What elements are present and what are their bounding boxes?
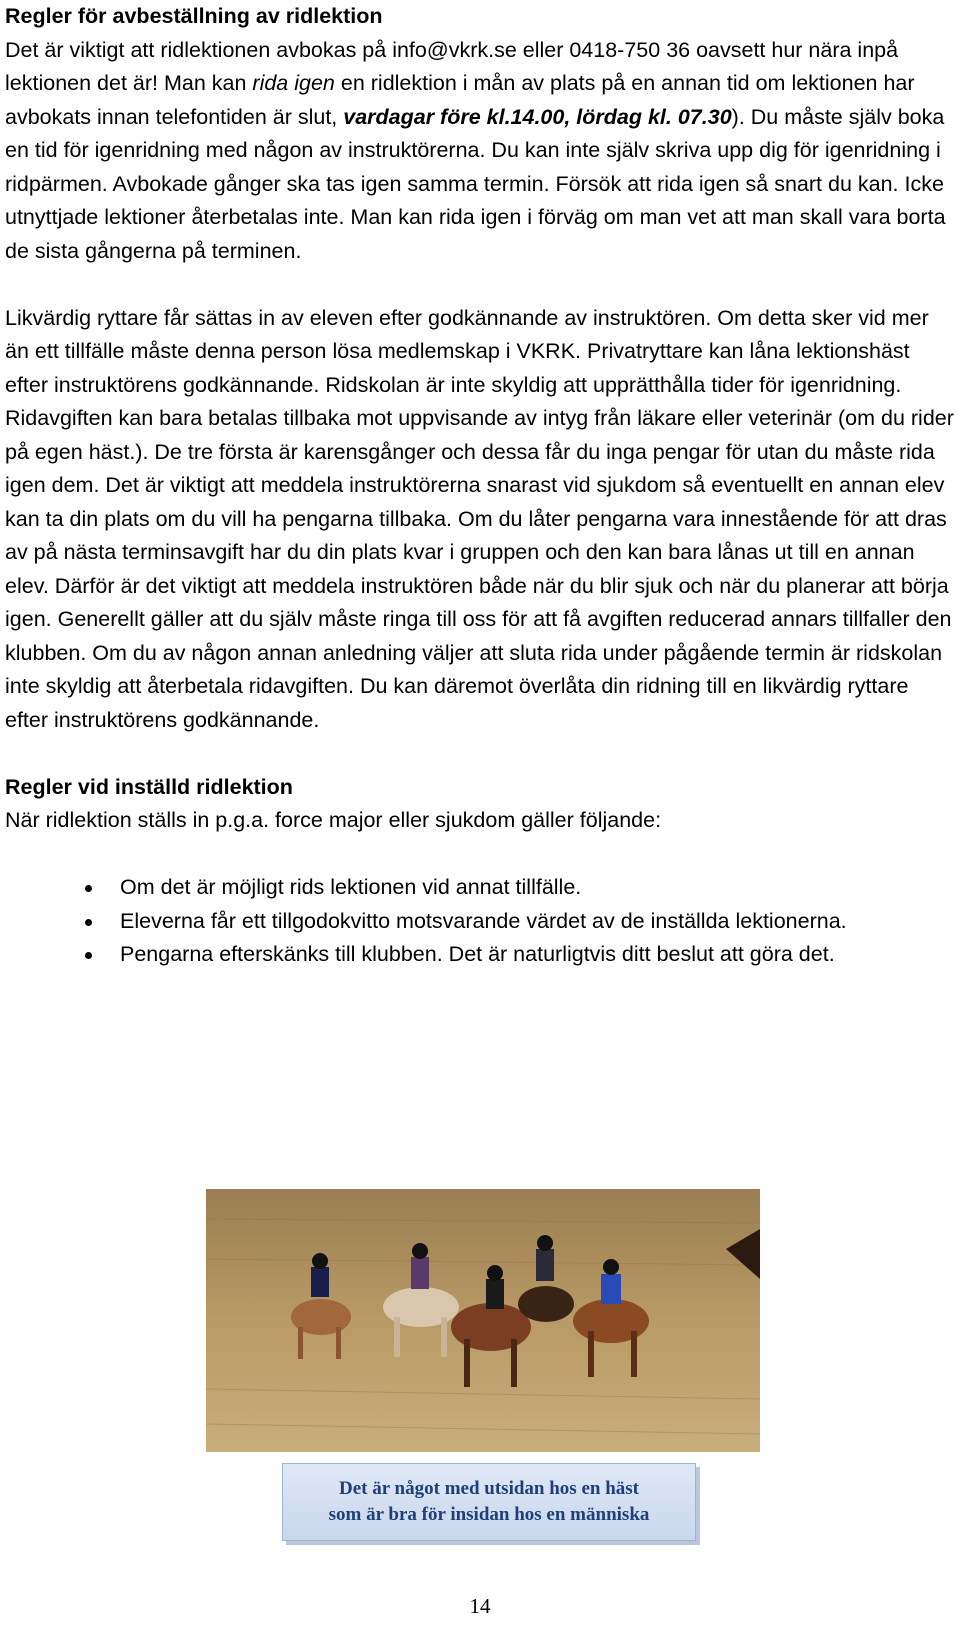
text-run: Det är viktigt att ridlektionen avbokas på info@vkrk.se eller 0418-750 36 oavsett hur nära inpå lektionen det är! Man kan xyxy=(5,37,899,95)
quote-line: Det är något med utsidan hos en häst xyxy=(338,1478,639,1499)
section-heading-cancelled-lesson: Regler vid inställd ridlektion xyxy=(5,774,293,799)
bold-italic-text: vardagar före kl.14.00, lördag kl. 07.30 xyxy=(343,104,732,129)
bullet-icon xyxy=(85,885,92,892)
paragraph-cancellation-rules xyxy=(5,34,955,269)
italic-text: rida igen xyxy=(252,71,335,95)
quote-box xyxy=(282,1463,696,1541)
text-run: en ridlektion i mån av plats på en annan tid om lektionen har avbokats innan telefontiden är slut, xyxy=(5,71,915,129)
bullet-icon xyxy=(85,952,92,959)
paragraph-substitute-refund: Likvärdig ryttare får sättas in av eleven efter godkännande av instruktören. Om detta sker vid mer än ett tillfälle måste denna person lösa medlemskap i VKRK. Privatryttare kan låna lektionshäst efter instruktörens godkännande. Ridskolan är inte skyldig att upprätthålla tider för igenridning. Ridavgiften kan bara betalas tillbaka mot uppvisande av intyg från läkare eller veterinär (om du rider på egen häst.). De tre första är karensgånger och dessa får du inga pengar för utan du måste rida igen dem. Det är viktigt att meddela instruktörerna snarast vid sjukdom så eventuellt en annan elev kan ta din plats om du vill ha pengarna tillbaka. Om du låter pengarna vara innestående för att dras av på nästa terminsavgift har du din plats kvar i gruppen och den kan bara lånas ut till en annan elev. Därför är det viktigt att meddela instruktören både när du blir sjuk och när du planerar att börja igen. Generellt gäller att du själv måste ringa till oss för att få avgiften reducerad annars tillfaller den klubben. Om du av någon annan anledning väljer att sluta rida under pågående termin är ridskolan inte skyldig att återbetala ridavgiften. Du kan däremot överlåta din ridning till en likvärdig ryttare efter instruktörens godkännande. xyxy=(5,305,954,732)
section-heading-cancellation: Regler för avbeställning av ridlektion xyxy=(5,4,383,28)
document-page xyxy=(5,0,955,972)
page-number: 14 xyxy=(469,1594,491,1618)
bullet-list xyxy=(5,871,955,972)
bullet-icon xyxy=(85,919,92,926)
quote-line: som är bra för insidan hos en människa xyxy=(328,1504,650,1525)
horses-riders-photo xyxy=(206,1189,760,1452)
paragraph-intro: När ridlektion ställs in p.g.a. force major eller sjukdom gäller följande: xyxy=(5,808,662,832)
text-run: ). Du måste själv boka en tid för igenridning med någon av instruktörerna. Du kan inte själv skriva upp dig för igenridning i ridpärmen. Avbokade gånger ska tas igen samma termin. Försök att rida igen så snart du kan. Icke utnyttjade lektioner återbetalas inte. Man kan rida igen i förväg om man vet att man skall vara borta de sista gångerna på terminen. xyxy=(5,104,946,263)
list-item: Pengarna efterskänks till klubben. Det är naturligtvis ditt beslut att göra det. xyxy=(5,938,955,972)
list-item: Om det är möjligt rids lektionen vid annat tillfälle. xyxy=(5,871,955,905)
list-item: Eleverna får ett tillgodokvitto motsvarande värdet av de inställda lektionerna. xyxy=(5,905,955,939)
quote-text xyxy=(329,1476,650,1528)
